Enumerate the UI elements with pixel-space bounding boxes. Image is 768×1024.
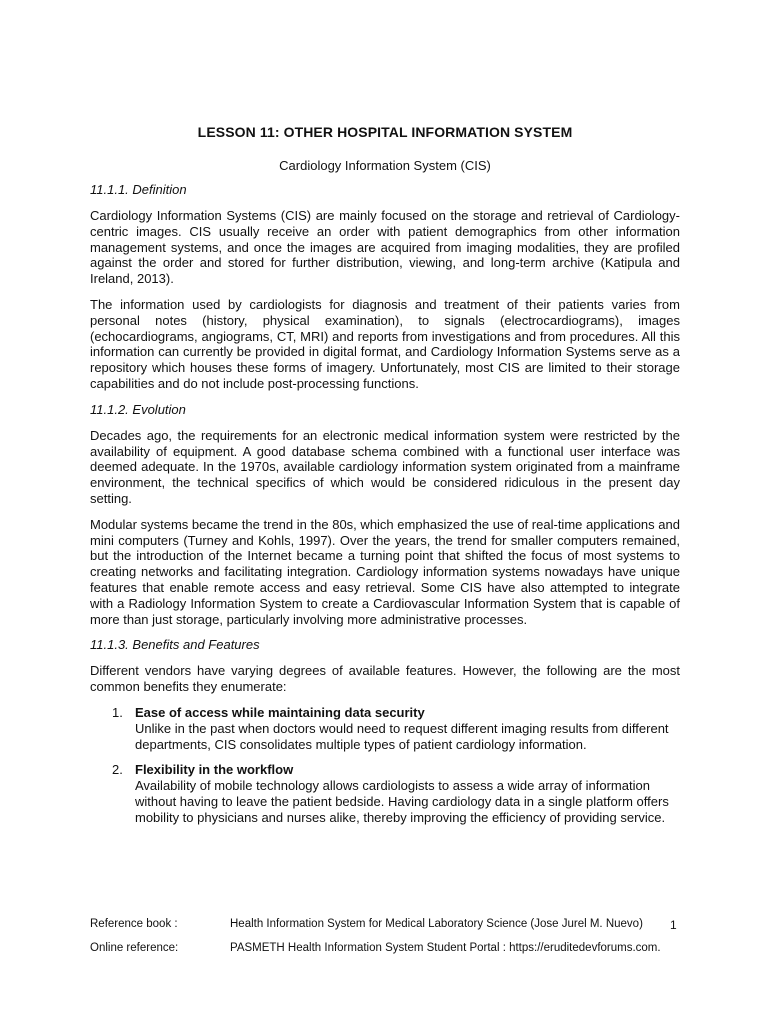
page-title: LESSON 11: OTHER HOSPITAL INFORMATION SYSTEM (197, 124, 573, 140)
paragraph: The information used by cardiologists for diagnosis and treatment of their patients varies from personal notes (history, physical examination), to signals (electrocardiograms), images (echocardiograms, angiograms, CT, MRI) and reports from investigations and from procedures. All this information can currently be provided in digital format, and Cardiology Information Systems serve as a repository which houses these forms of imagery. Unfortunately, most CIS are limited to their storage capabilities and do not include post-processing functions. (90, 296, 680, 391)
paragraph: Different vendors have varying degrees of available features. However, the following are the most common benefits they enumerate: (90, 663, 680, 695)
benefits-list (90, 705, 680, 826)
page-subtitle: Cardiology Information System (CIS) (279, 158, 491, 173)
page-number: 1 (670, 918, 677, 932)
footer-online-label: Online reference: (90, 942, 179, 954)
list-item-title: Ease of access while maintaining data security (135, 704, 425, 720)
list-item-title: Flexibility in the workflow (135, 762, 294, 778)
list-item-number: 2. (112, 762, 123, 778)
footer-reference-row (90, 918, 690, 942)
footer-online-value: PASMETH Health Information System Student Portal : https://eruditedevforums.com. (230, 942, 661, 954)
footer-online-row (90, 942, 690, 966)
list-item-body: Availability of mobile technology allows cardiologists to assess a wide array of information without having to leave the patient bedside. Having cardiology data in a single platform offers mobility to physicians and nurses alike, thereby improving the efficiency of providing service. (135, 778, 669, 825)
section-heading-evolution: 11.1.2. Evolution (90, 401, 186, 417)
list-item-number: 1. (112, 704, 123, 720)
document-body (90, 124, 680, 836)
page-footer (90, 918, 690, 966)
section-heading-definition: 11.1.1. Definition (90, 182, 187, 197)
list-item (90, 762, 680, 825)
paragraph: Decades ago, the requirements for an electronic medical information system were restricted by the availability of equipment. A good database schema combined with a functional user interface was deemed adequate. In the 1970s, available cardiology information system originated from a mainframe environment, the technical specifics of which would be considered ridiculous in the present day setting. (90, 427, 680, 506)
paragraph: Modular systems became the trend in the 80s, which emphasized the use of real-time applications and mini computers (Turney and Kohls, 1997). Over the years, the trend for smaller computers remained, but the introduction of the Internet became a turning point that shifted the focus of most systems to creating networks and facilitating integration. Cardiology information systems nowadays have unique features that enable remote access and easy retrieval. Some CIS have also attempted to integrate with a Radiology Information System to create a Cardiovascular Information System that is capable of more than just storage, particularly involving more administrative processes. (90, 516, 680, 627)
footer-reference-label: Reference book : (90, 918, 178, 930)
list-item (90, 705, 680, 752)
section-heading-benefits: 11.1.3. Benefits and Features (90, 637, 260, 653)
paragraph: Cardiology Information Systems (CIS) are mainly focused on the storage and retrieval of Cardiology-centric images. CIS usually receive an order with patient demographics from other information management systems, and once the images are acquired from imaging modalities, they are profiled against the order and stored for further distribution, viewing, and long-term archive (Katipula and Ireland, 2013). (90, 208, 680, 287)
footer-reference-value: Health Information System for Medical Laboratory Science (Jose Jurel M. Nuevo) (230, 918, 643, 930)
list-item-body: Unlike in the past when doctors would need to request different imaging results from different departments, CIS consolidates multiple types of patient cardiology information. (135, 720, 669, 752)
